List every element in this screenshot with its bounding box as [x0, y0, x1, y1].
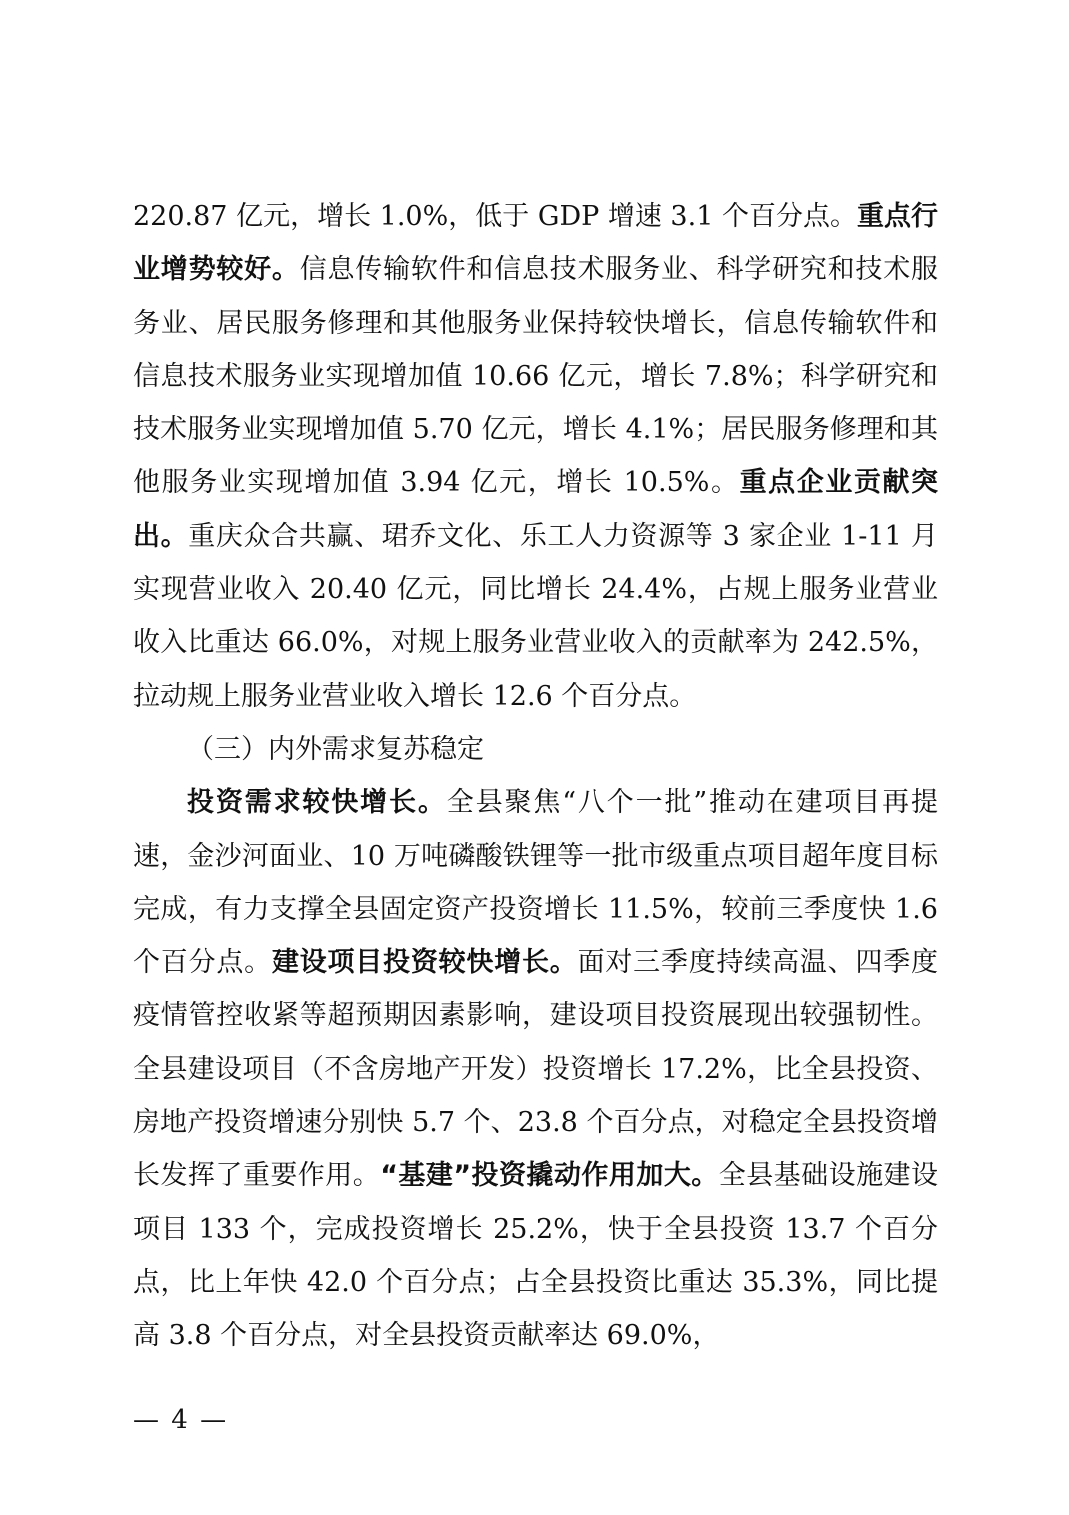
- highlight-infrastructure: “基建”投资撬动作用加大。: [380, 1160, 719, 1192]
- document-body: [133, 190, 938, 1363]
- highlight-investment-demand: 投资需求较快增长。: [187, 787, 447, 819]
- highlight-construction-projects: 建设项目投资较快增长。: [271, 947, 578, 979]
- text-run: 全县聚焦“八个一批”推动在建项目再提速，金沙河面业、10 万吨磷酸铁锂等一批市级重点项目超年度目标完成，有力支撑全县固定资产投资增长 11.5%，较前三季度快 1.6 个百分点。: [133, 787, 939, 979]
- section-heading: （三）内外需求复苏稳定: [187, 733, 484, 765]
- paragraph-investment: [133, 776, 938, 1362]
- paragraph-services: [133, 190, 938, 723]
- text-run: 重庆众合共赢、珺乔文化、乐工人力资源等 3 家企业 1-11 月实现营业收入 20.40 亿元，同比增长 24.4%，占规上服务业营业收入比重达 66.0%，对规上服务业营业收入的贡献率为 242.5%，拉动规上服务业营业收入增长 12.6 个百分点。: [133, 520, 939, 712]
- highlight-key-enterprises: 重点企业贡献突出。: [133, 467, 939, 552]
- text-run: 信息传输软件和信息技术服务业、科学研究和技术服务业、居民服务修理和其他服务业保持较快增长，信息传输软件和信息技术服务业实现增加值 10.66 亿元，增长 7.8%；科学研究和技术服务业实现增加值 5.70 亿元，增长 4.1%；居民服务修理和其他服务业实现增加值 3.94 亿元，增长 10.5%。: [133, 254, 939, 499]
- text-run: 面对三季度持续高温、四季度疫情管控收紧等超预期因素影响，建设项目投资展现出较强韧性。全县建设项目（不含房地产开发）投资增长 17.2%，比全县投资、房地产投资增速分别快 5.7 个、23.8 个百分点，对稳定全县投资增长发挥了重要作用。: [133, 947, 939, 1192]
- text-run: 220.87 亿元，增长 1.0%，低于 GDP 增速 3.1 个百分点。: [133, 201, 857, 232]
- highlight-key-industries: 重点行业增势较好。: [133, 201, 938, 286]
- text-run: 全县基础设施建设项目 133 个，完成投资增长 25.2%，快于全县投资 13.7 个百分点，比上年快 42.0 个百分点；占全县投资比重达 35.3%，同比提高 3.8 个百分点，对全县投资贡献率达 69.0%，: [133, 1160, 939, 1352]
- page-number: — 4 —: [133, 1405, 229, 1435]
